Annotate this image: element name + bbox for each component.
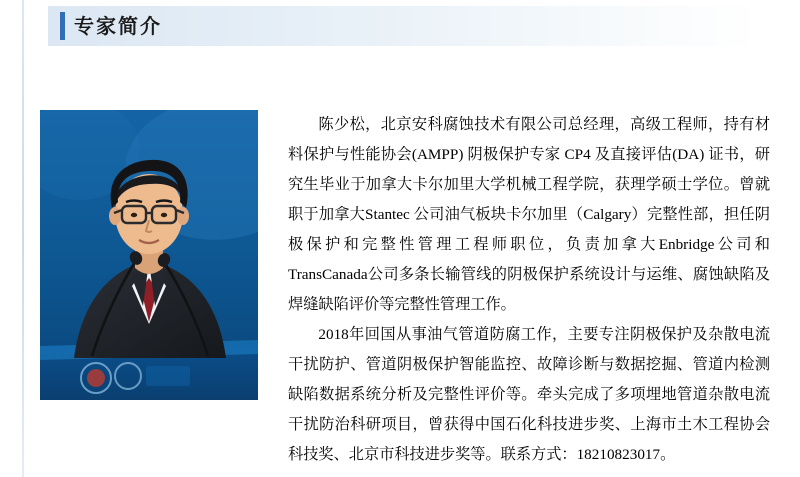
page-title: 专家简介 <box>74 14 162 38</box>
expert-portrait-photo <box>40 110 258 400</box>
bio-paragraph-1: 陈少松，北京安科腐蚀技术有限公司总经理，高级工程师，持有材料保护与性能协会(AMPP) 阴极保护专家 CP4 及直接评估(DA) 证书，研究生毕业于加拿大卡尔加里大学机械工程学院，获理学硕士学位。曾就职于加拿大Stantec 公司油气板块卡尔加里（Calgary）完整性部，担任阴极保护和完整性管理工程师职位，负责加拿大Enbridge公司和TransCanada公司多条长输管线的阴极保护系统设计与运维、腐蚀缺陷及焊缝缺陷评价等完整性管理工作。 <box>288 116 770 313</box>
section-header-accent-bar <box>60 12 65 40</box>
bio-paragraph-2: 2018年回国从事油气管道防腐工作，主要专注阴极保护及杂散电流干扰防护、管道阴极保护智能监控、故障诊断与数据挖掘、管道内检测缺陷数据系统分析及完整性评价等。牵头完成了多项埋地管道杂散电流干扰防治科研项目，曾获得中国石化科技进步奖、上海市土木工程协会科技奖、北京市科技进步奖等。联系方式：18210823017。 <box>288 326 770 463</box>
expert-bio-text <box>288 110 770 470</box>
section-header <box>48 6 760 46</box>
portrait-illustration <box>40 110 258 400</box>
left-decorative-rule <box>22 0 24 477</box>
